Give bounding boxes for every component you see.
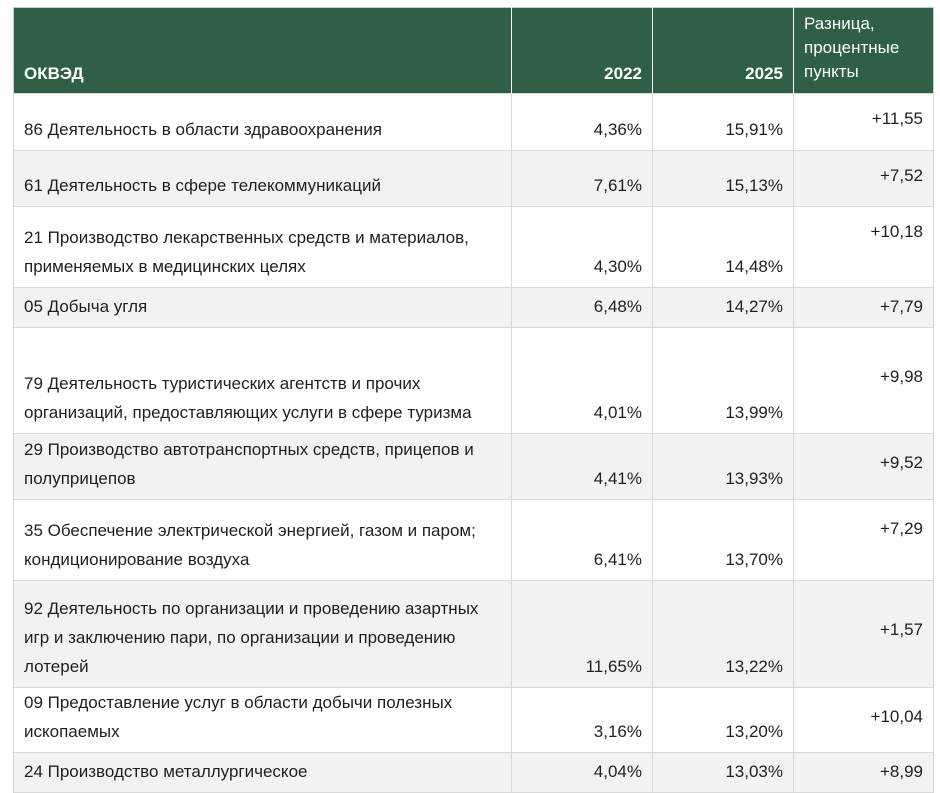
okved-cell: 35 Обеспечение электрической энергией, газом и паром; кондиционирование воздуха xyxy=(14,500,512,581)
okved-cell: 09 Предоставление услуг в области добычи полезных ископаемых xyxy=(14,688,512,753)
table-row xyxy=(14,688,934,753)
diff-cell: +1,57 xyxy=(794,581,934,688)
value-2025-cell: 15,91% xyxy=(653,94,794,151)
header-2025: 2025 xyxy=(653,8,794,94)
value-2025-cell: 13,99% xyxy=(653,328,794,434)
okved-cell: 05 Добыча угля xyxy=(14,288,512,328)
table-row xyxy=(14,753,934,793)
table-row xyxy=(14,581,934,688)
diff-cell: +11,55 xyxy=(794,94,934,151)
header-2022: 2022 xyxy=(512,8,653,94)
value-2025-cell: 13,22% xyxy=(653,581,794,688)
value-2022-cell: 7,61% xyxy=(512,151,653,207)
okved-cell: 24 Производство металлургическое xyxy=(14,753,512,793)
diff-cell: +9,52 xyxy=(794,434,934,500)
okved-cell: 29 Производство автотранспортных средств, прицепов и полуприцепов xyxy=(14,434,512,500)
value-2022-cell: 6,48% xyxy=(512,288,653,328)
header-okved: ОКВЭД xyxy=(14,8,512,94)
value-2022-cell: 11,65% xyxy=(512,581,653,688)
table-row xyxy=(14,288,934,328)
header-row xyxy=(14,8,934,94)
diff-cell: +10,04 xyxy=(794,688,934,753)
diff-cell: +7,79 xyxy=(794,288,934,328)
okved-cell: 86 Деятельность в области здравоохранения xyxy=(14,94,512,151)
okved-table xyxy=(13,7,934,793)
value-2025-cell: 13,03% xyxy=(653,753,794,793)
value-2025-cell: 13,70% xyxy=(653,500,794,581)
value-2022-cell: 4,04% xyxy=(512,753,653,793)
diff-cell: +10,18 xyxy=(794,207,934,288)
table-row xyxy=(14,500,934,581)
table-row xyxy=(14,151,934,207)
table-body xyxy=(14,94,934,793)
okved-cell: 92 Деятельность по организации и проведению азартных игр и заключению пари, по организации и проведению лотерей xyxy=(14,581,512,688)
value-2025-cell: 15,13% xyxy=(653,151,794,207)
okved-cell: 79 Деятельность туристических агентств и прочих организаций, предоставляющих услуги в сфере туризма xyxy=(14,328,512,434)
value-2025-cell: 14,48% xyxy=(653,207,794,288)
value-2022-cell: 4,01% xyxy=(512,328,653,434)
diff-cell: +9,98 xyxy=(794,328,934,434)
value-2022-cell: 3,16% xyxy=(512,688,653,753)
diff-cell: +7,52 xyxy=(794,151,934,207)
diff-cell: +8,99 xyxy=(794,753,934,793)
value-2025-cell: 14,27% xyxy=(653,288,794,328)
value-2022-cell: 4,36% xyxy=(512,94,653,151)
okved-cell: 61 Деятельность в сфере телекоммуникаций xyxy=(14,151,512,207)
table-row xyxy=(14,328,934,434)
table-header xyxy=(14,8,934,94)
value-2022-cell: 6,41% xyxy=(512,500,653,581)
okved-cell: 21 Производство лекарственных средств и материалов, применяемых в медицинских целях xyxy=(14,207,512,288)
table-row xyxy=(14,207,934,288)
diff-cell: +7,29 xyxy=(794,500,934,581)
value-2025-cell: 13,20% xyxy=(653,688,794,753)
value-2025-cell: 13,93% xyxy=(653,434,794,500)
value-2022-cell: 4,41% xyxy=(512,434,653,500)
header-diff: Разница, процентные пункты xyxy=(794,8,934,94)
value-2022-cell: 4,30% xyxy=(512,207,653,288)
table-row xyxy=(14,434,934,500)
table-row xyxy=(14,94,934,151)
